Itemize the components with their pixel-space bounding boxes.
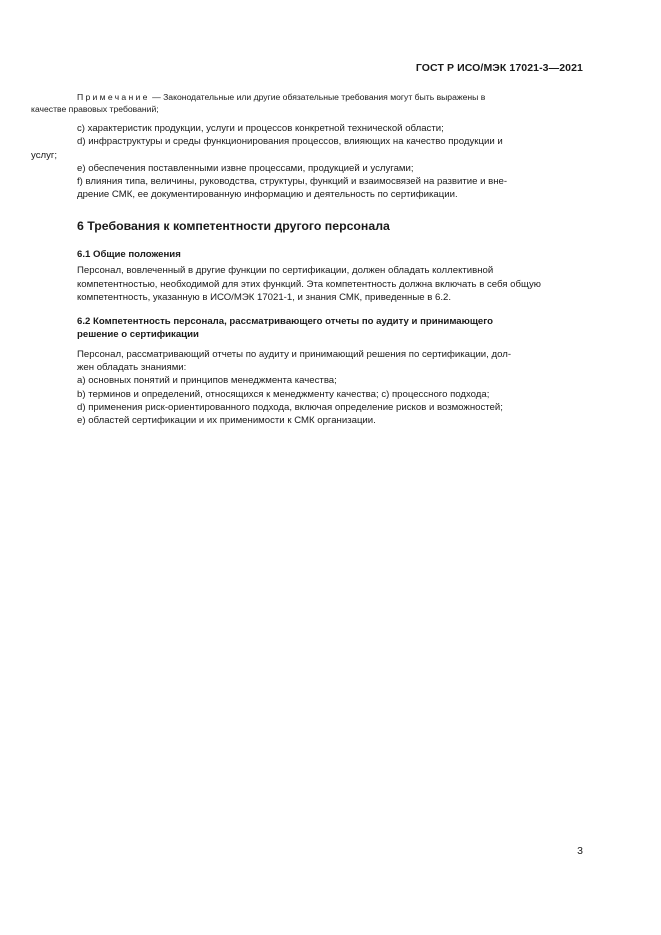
section-6-1-line3: компетентность, указанную в ИСО/МЭК 17021-1, и знания СМК, приведенные в 6.2.: [77, 291, 452, 303]
knowledge-item-b: b) терминов и определений, относящихся к менеджменту качества;: [77, 388, 379, 400]
section-6-2-intro-line1: Персонал, рассматривающий отчеты по аудиту и принимающий решения по сертификации, дол-: [77, 349, 512, 361]
knowledge-item-a: a) основных понятий и принципов менеджмента качества;: [77, 375, 337, 387]
section-6-2-heading: [77, 315, 583, 341]
list-item-e: e) обеспечения поставленными извне процессами, продукцией и услугами;: [77, 162, 414, 174]
section-6-2-heading-line1: 6.2 Компетентность персонала, рассматривающего отчеты по аудиту и принимающего: [77, 316, 493, 328]
section-6-heading: 6 Требования к компетентности другого персонала: [77, 219, 390, 234]
page-content: [31, 92, 583, 427]
section-6-1-line1: Персонал, вовлеченный в другие функции по сертификации, должен обладать коллективной: [77, 265, 494, 277]
list-item-f: [77, 175, 583, 201]
note-continuation: качестве правовых требований;: [31, 103, 159, 114]
section-6-1-line2: компетентностью, необходимой для этих функций. Эта компетентность должна включать в себя общую: [77, 278, 541, 290]
page-number: 3: [577, 845, 583, 857]
section-6-2-heading-line2: решение о сертификации: [77, 329, 199, 341]
note-label: Примечание: [77, 92, 150, 102]
list-item-f-line1: f) влияния типа, величины, руководства, структуры, функций и взаимосвязей на развитие и вне-: [77, 176, 508, 187]
section-6-2-intro-line2: жен обладать знаниями:: [77, 362, 187, 374]
note-paragraph: [31, 92, 583, 115]
note-text: — Законодательные или другие обязательные требования могут быть выражены в: [149, 92, 486, 102]
knowledge-item-c: c) процессного подхода;: [381, 388, 490, 400]
knowledge-item-e: e) областей сертификации и их применимости к СМК организации.: [77, 415, 376, 427]
section-6-1-heading: 6.1 Общие положения: [77, 249, 181, 261]
list-item-d: [31, 135, 583, 161]
list-item-f-line2: дрение СМК, ее документированную информацию и деятельность по сертификации.: [77, 189, 458, 201]
list-item-d-line2: услуг;: [31, 149, 58, 161]
list-item-d-line1: d) инфраструктуры и среды функционирования процессов, влияющих на качество продукции и: [77, 136, 503, 148]
section-6-1-paragraph: [77, 264, 583, 304]
list-item-c: c) характеристик продукции, услуги и процессов конкретной технической области;: [77, 123, 444, 135]
section-6-2-intro: [77, 348, 583, 374]
knowledge-item-d: d) применения риск-ориентированного подхода, включая определение рисков и возможностей;: [77, 401, 503, 413]
document-header: ГОСТ Р ИСО/МЭК 17021-3—2021: [415, 62, 583, 74]
